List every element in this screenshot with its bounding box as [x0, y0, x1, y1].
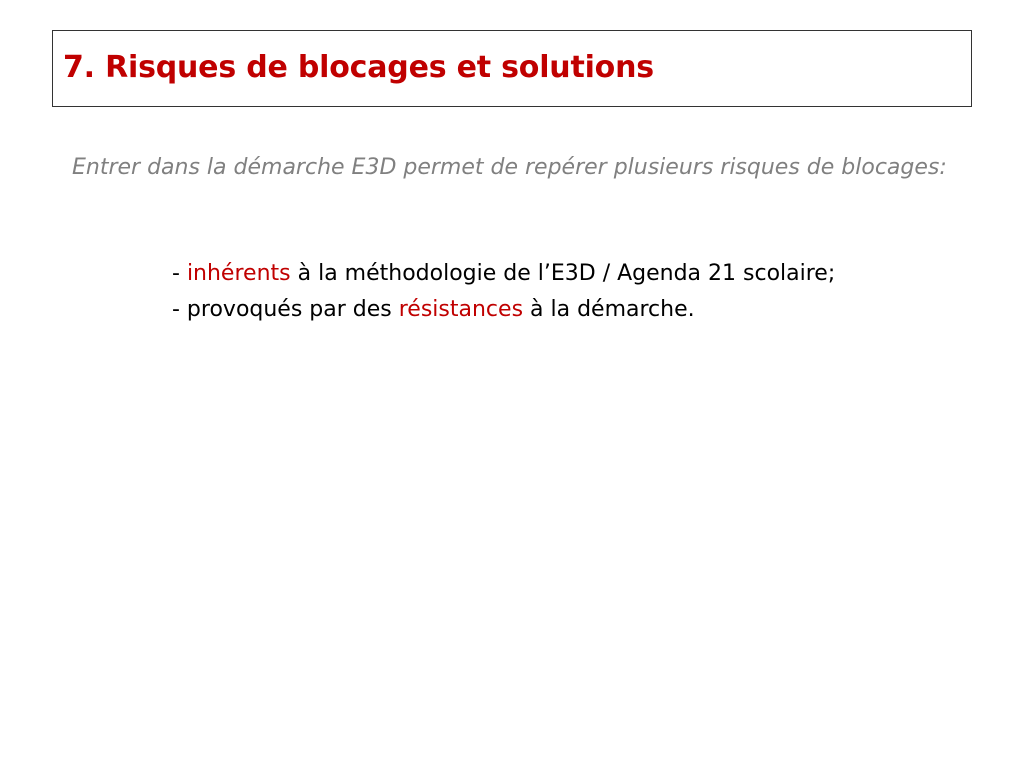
- bullet-item-resistances: [172, 292, 835, 328]
- bullet-highlight: résistances: [398, 297, 524, 322]
- bullet-item-inherents: [172, 256, 835, 292]
- intro-text: Entrer dans la démarche E3D permet de repérer plusieurs risques de blocages:: [72, 155, 947, 180]
- slide-title: 7. Risques de blocages et solutions: [63, 50, 654, 85]
- bullet-prefix: - provoqués par des: [172, 297, 399, 322]
- bullet-list: [172, 256, 835, 328]
- bullet-prefix: -: [172, 261, 187, 286]
- title-box: [52, 30, 972, 107]
- bullet-highlight: inhérents: [186, 261, 291, 286]
- bullet-suffix: à la méthodologie de l’E3D / Agenda 21 scolaire;: [290, 261, 836, 286]
- bullet-suffix: à la démarche.: [523, 297, 695, 322]
